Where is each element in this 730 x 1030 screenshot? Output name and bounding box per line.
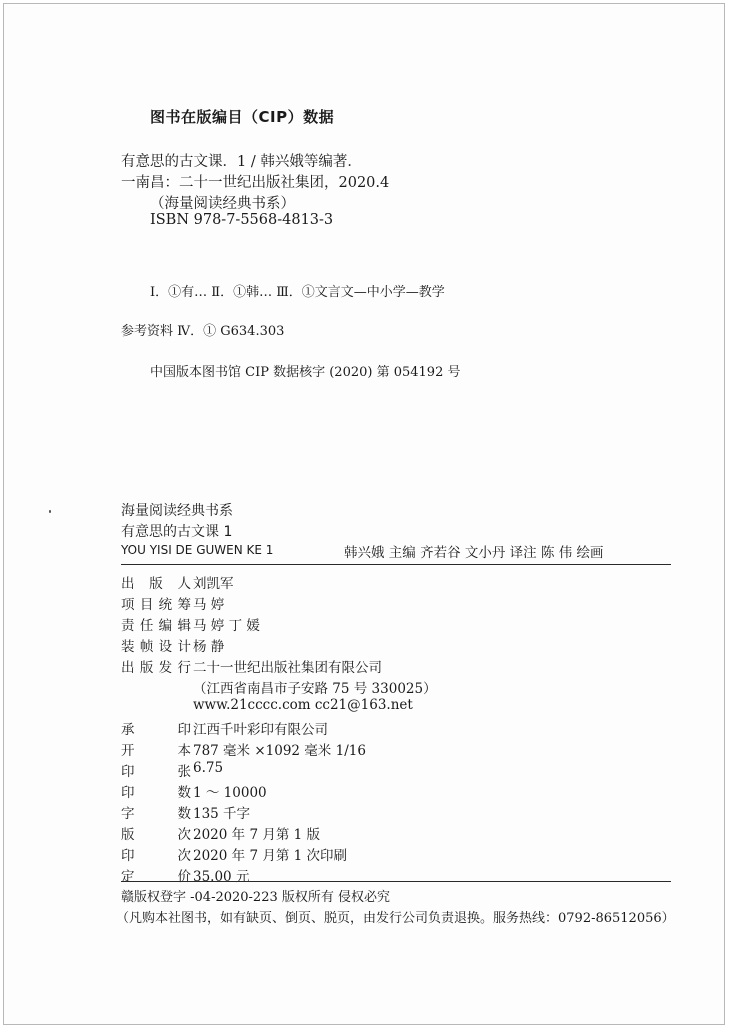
series-name: 海量阅读经典书系 — [121, 503, 233, 519]
top-divider — [121, 564, 671, 565]
info-label: 印 次 — [121, 847, 191, 864]
info-value: www.21cccc.com cc21@163.net — [193, 697, 413, 714]
cip-subjects: Ⅰ．①有… Ⅱ．①韩… Ⅲ．①文言文—中小学—教学 — [150, 285, 445, 300]
scan-speck — [49, 510, 51, 513]
copyright-page — [3, 3, 725, 1025]
info-value: （江西省南昌市子安路 75 号 330025） — [193, 680, 437, 697]
info-label: 印 数 — [121, 785, 191, 801]
info-value: 35.00 元 — [193, 868, 250, 885]
cip-title-line: 有意思的古文课．1 / 韩兴娥等编著． — [121, 154, 362, 170]
info-label: 装帧设计 — [121, 638, 191, 655]
info-value: 二十一世纪出版社集团有限公司 — [193, 659, 382, 676]
info-value: 1 ～ 10000 — [193, 785, 267, 801]
info-value: 马 婷 丁 媛 — [193, 617, 260, 634]
info-row — [121, 739, 366, 760]
info-label: 出 版 人 — [121, 576, 191, 592]
info-label: 出版发行 — [121, 659, 191, 676]
info-row — [121, 593, 225, 613]
info-row — [121, 781, 267, 801]
info-value: 6.75 — [193, 760, 224, 777]
info-label: 项目统筹 — [121, 596, 191, 613]
info-row — [121, 823, 320, 843]
info-label: 责任编辑 — [121, 617, 191, 634]
info-row — [121, 802, 251, 822]
info-value: 2020 年 7 月第 1 版 — [193, 826, 320, 843]
book-title: 有意思的古文课 1 — [121, 524, 233, 540]
info-row — [121, 697, 413, 714]
info-row — [121, 677, 437, 697]
cip-library-number: 中国版本图书馆 CIP 数据核字 (2020) 第 054192 号 — [150, 365, 461, 380]
bottom-divider — [121, 881, 671, 882]
book-credits: 韩兴娥 主编 齐若谷 文小丹 译注 陈 伟 绘画 — [344, 545, 604, 561]
info-value: 787 毫米 ×1092 毫米 1/16 — [193, 743, 366, 760]
info-value: 2020 年 7 月第 1 次印刷 — [193, 847, 347, 864]
info-value: 马 婷 — [193, 596, 225, 613]
cip-series-line: （海量阅读经典书系） — [150, 196, 295, 212]
cip-publisher-line: 一南昌：二十一世纪出版社集团，2020.4 — [121, 175, 390, 191]
info-row — [121, 614, 260, 634]
info-value: 江西千叶彩印有限公司 — [193, 722, 328, 739]
cip-reference: 参考资料 Ⅳ．① G634.303 — [121, 324, 285, 339]
info-row — [121, 635, 225, 655]
info-label: 定 价 — [121, 868, 191, 885]
return-policy: （凡购本社图书，如有缺页、倒页、脱页，由发行公司负责退换。服务热线：0792-86512056） — [116, 911, 675, 926]
info-value: 135 千字 — [193, 805, 251, 822]
info-row — [121, 760, 224, 781]
info-value: 杨 静 — [193, 638, 225, 655]
info-label: 印 张 — [121, 764, 191, 781]
info-row — [121, 656, 382, 676]
info-label: 版 次 — [121, 826, 191, 843]
copyright-registration: 赣版权登字 -04-2020-223 版权所有 侵权必究 — [121, 890, 391, 905]
cip-heading: 图书在版编目（CIP）数据 — [150, 108, 335, 126]
info-value: 刘凯军 — [193, 576, 234, 592]
info-label: 承 印 — [121, 722, 191, 739]
info-label: 开 本 — [121, 743, 191, 760]
info-row — [121, 844, 347, 864]
info-row — [121, 718, 328, 739]
book-pinyin: YOU YISI DE GUWEN KE 1 — [121, 543, 274, 557]
info-row — [121, 572, 234, 592]
info-label: 字 数 — [121, 805, 191, 822]
cip-isbn: ISBN 978-7-5568-4813-3 — [150, 212, 334, 228]
